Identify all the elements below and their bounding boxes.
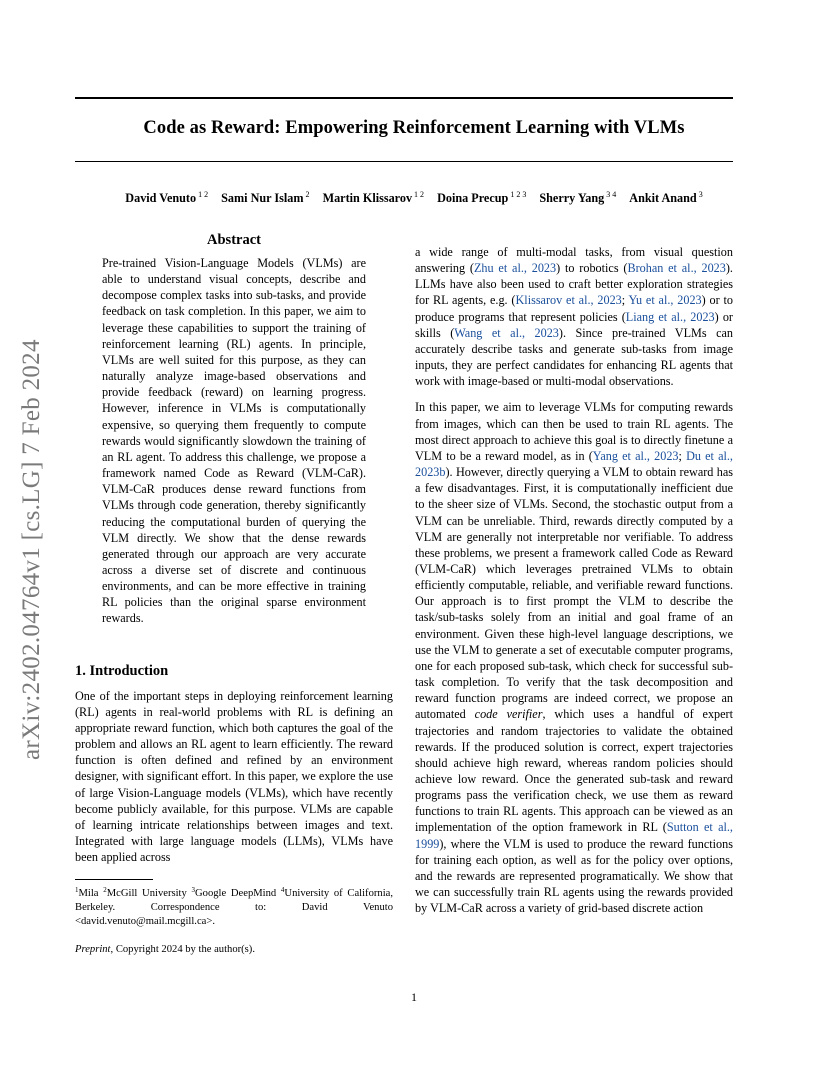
page-number: 1 bbox=[411, 990, 417, 1004]
citation-link[interactable]: Brohan et al., 2023 bbox=[627, 261, 726, 276]
citation-link[interactable]: Wang et al., 2023 bbox=[454, 325, 559, 340]
citation-link[interactable]: Yang et al., 2023 bbox=[592, 448, 679, 463]
footnote-rule bbox=[75, 879, 153, 880]
affiliation-footnote: $^1$Mila $^2$McGill University $^3$Google DeepMind $^4$University of California, Berkeley. Correspondence to: David Venuto <david.venuto@mail.mcgill.ca>. bbox=[75, 886, 393, 927]
section-heading-introduction: 1. Introduction bbox=[75, 662, 169, 679]
paper-title: Code as Reward: Empowering Reinforcement Learning with VLMs bbox=[143, 118, 685, 138]
left-column bbox=[75, 232, 393, 955]
abstract-heading: Abstract bbox=[207, 232, 261, 248]
intro-paragraph: One of the important steps in deploying reinforcement learning (RL) agents in real-world problems with RL is defining an appropriate reward function, which both captures the goal of the problem and allows an RL agent to learn efficiently. The reward function is often defined and refined by an environment designer, with significant effort. In this paper, we explore the use of large Vision-Language models (VLMs), which have recently become publicly available, for this purpose. VLMs are capable of learning intricate relationships between images and text. Integrated with large language models (LLMs), VLMs have been applied across bbox=[75, 688, 393, 865]
citation-link[interactable]: Liang et al., 2023 bbox=[625, 309, 715, 324]
preprint-notice: Preprint, Copyright 2024 by the author(s). bbox=[75, 944, 255, 956]
author: Doina Precup $^{1 2 3}$ bbox=[437, 190, 527, 205]
abstract-text: Pre-trained Vision-Language Models (VLMs) are able to understand visual concepts, describe and decompose complex tasks into sub-tasks, and provide feedback on task completion. In this paper, we aim to leverage these capabilities to support the training of reinforcement learning (RL) agents. In principle, VLMs are well suited for this purpose, as they can naturally analyze image-based observations and provide feedback (reward) on learning progress. However, inference in VLMs is computationally expensive, so querying them frequently to compute rewards would significantly slowdown the training of an RL agent. To address this challenge, we propose a framework named Code as Reward (VLM-CaR). VLM-CaR produces dense reward functions from VLMs through code generation, thereby significantly reducing the computational burden of querying the VLM directly. We show that the dense rewards generated through our approach are very accurate across a diverse set of discrete and continuous environments, and can be more effective in training RL policies than the original sparse environment rewards. bbox=[102, 256, 366, 626]
citation-link[interactable]: Zhu et al., 2023 bbox=[473, 261, 557, 276]
author: Ankit Anand $^3$ bbox=[629, 190, 703, 205]
author: Sami Nur Islam $^2$ bbox=[221, 190, 310, 205]
author-list bbox=[0, 190, 828, 206]
author: David Venuto $^{1 2}$ bbox=[125, 190, 209, 205]
citation-link[interactable]: Klissarov et al., 2023 bbox=[515, 293, 622, 308]
right-column bbox=[415, 244, 733, 916]
intro-paragraph: In this paper, we aim to leverage VLMs for computing rewards from images, which can then be used to train RL agents. The most direct approach to achieve this goal is to directly finetune a VLM to be a reward model, as in (Yang et al., 2023; Du et al., 2023b). However, directly querying a VLM to obtain reward has a few disadvantages. First, it is computationally inefficient due to the sheer size of VLMs. Second, the stochastic output from a VLM can be unreliable. Third, rewards directly computed by a VLM are generally not interpretable nor verifiable. To address these problems, we present a framework called Code as Reward (VLM-CaR) which leverages pretrained VLMs to obtain efficiently computable, reliable, and verifiable reward functions. Our approach is to first prompt the VLM to describe the task/sub-tasks solely from an initial and goal frame of an environment. Given these high-level language descriptions, we use the VLM to generate a set of executable computer programs, one for each proposed sub-task, which check for successful sub-task completion. To verify that the task decomposition and reward function programs are indeed correct, we propose an automated code verifier, which uses a handful of expert trajectories and random trajectories to validate the obtained rewards. If the produced solution is correct, expert trajectories should achieve high reward, whereas random policies should achieve low reward. Once the generated sub-task and reward programs pass the verification check, we use them as reward functions to train RL agents. This approach can be viewed as an implementation of the option framework in RL (Sutton et al., 1999), where the VLM is used to produce the reward functions for training each option, as well as for the policy over options, and the rewards are represented programatically. We show that we can successfully train RL agents using the rewards provided by VLM-CaR across a variety of grid-based discrete action bbox=[415, 400, 733, 916]
citation-link[interactable]: Yu et al., 2023 bbox=[628, 293, 702, 308]
author: Martin Klissarov $^{1 2}$ bbox=[322, 190, 425, 205]
emphasis: code verifier bbox=[474, 707, 543, 722]
citation-link[interactable]: Sutton et al., 1999 bbox=[415, 820, 733, 851]
arxiv-identifier: arXiv:2402.04764v1 [cs.LG] 7 Feb 2024 bbox=[18, 339, 45, 760]
intro-paragraph: a wide range of multi-modal tasks, from visual question answering (Zhu et al., 2023) to robotics (Brohan et al., 2023). LLMs have also been used to craft better exploration strategies for RL agents, e.g. (Klissarov et al., 2023; Yu et al., 2023) or to produce programs that represent policies (Liang et al., 2023) or skills (Wang et al., 2023). Since pre-trained VLMs can accurately describe tasks and generate sub-tasks from image inputs, they are perfect candidates for enhancing RL agents that work with image-based or multi-modal observations. bbox=[415, 245, 734, 389]
title-rule-top bbox=[75, 97, 733, 99]
title-rule-bottom bbox=[75, 161, 733, 162]
author: Sherry Yang $^{3 4}$ bbox=[539, 190, 617, 205]
citation-link[interactable]: Du et al., 2023b bbox=[415, 448, 733, 480]
